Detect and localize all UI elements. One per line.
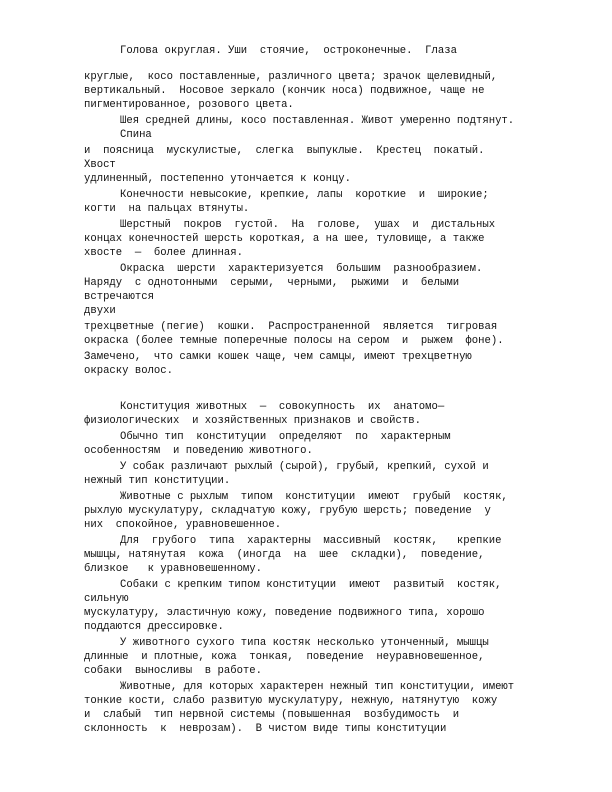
text-line: Хвост (84, 159, 116, 171)
text-line: них спокойное, уравновешенное. (84, 519, 282, 531)
text-line: Животные с рыхлым типом конституции имеют грубый костяк, (120, 491, 508, 503)
text-line: окраску волос. (84, 365, 174, 377)
text-line: удлиненный, постепенно утончается к концу. (84, 173, 352, 185)
text-line: тонкие кости, слабо развитую мускулатуру, нежную, натянутую кожу (84, 695, 498, 707)
text-line: Обычно тип конституции определяют по характерным (120, 431, 451, 443)
text-line: склонность к неврозам). В чистом виде типы конституции (84, 723, 447, 735)
text-line: хвосте — более длинная. (84, 247, 243, 259)
text-line: двухи (84, 305, 116, 317)
text-line: Шея средней длины, косо поставленная. Живот умеренно подтянут. (120, 115, 515, 127)
text-line: У животного сухого типа костяк несколько утонченный, мышцы (120, 637, 489, 649)
text-line: Окраска шерсти характеризуется большим разнообразием. (120, 263, 483, 275)
text-line: собаки выносливы в работе. (84, 665, 263, 677)
text-line: встречаются (84, 291, 154, 303)
text-line: трехцветные (пегие) кошки. Распространенной является тигровая (84, 321, 498, 333)
text-line: физиологических и хозяйственных признаков и свойств. (84, 415, 421, 427)
text-line: круглые, косо поставленные, различного цвета; зрачок щелевидный, (84, 71, 498, 83)
text-line: Конституция животных — совокупность их анатомо— (120, 401, 445, 413)
text-line: У собак различают рыхлый (сырой), грубый, крепкий, сухой и (120, 461, 489, 473)
text-line: поддаются дрессировке. (84, 621, 224, 633)
text-line: мышцы, натянутая кожа (иногда на шее складки), поведение, (84, 549, 485, 561)
text-line: и поясница мускулистые, слегка выпуклые. Крестец покатый. (84, 145, 485, 157)
text-line: и слабый тип нервной системы (повышенная возбудимость и (84, 709, 460, 721)
text-line: Спина (120, 129, 152, 141)
text-line: окраска (более темные поперечные полосы на сером и рыжем фоне). (84, 335, 504, 347)
text-line: вертикальный. Носовое зеркало (кончик носа) подвижное, чаще не (84, 85, 485, 97)
text-line: когти на пальцах втянуты. (84, 203, 250, 215)
text-line: длинные и плотные, кожа тонкая, поведение неуравновешенное, (84, 651, 485, 663)
text-line: Шерстный покров густой. На голове, ушах и дистальных (120, 219, 496, 231)
text-line: нежный тип конституции. (84, 475, 231, 487)
text-line: Замечено, что самки кошек чаще, чем самцы, имеют трехцветную (84, 351, 472, 363)
text-line: концах конечностей шерсть короткая, а на шее, туловище, а также (84, 233, 485, 245)
text-line: сильную (84, 593, 129, 605)
text-line: Наряду с однотонными серыми, черными, рыжими и белыми (84, 277, 460, 289)
text-line: Конечности невысокие, крепкие, лапы короткие и широкие; (120, 189, 489, 201)
text-line: особенностям и поведению животного. (84, 445, 313, 457)
text-line: Для грубого типа характерны массивный костяк, крепкие (120, 535, 502, 547)
text-line: близкое к уравновешенному. (84, 563, 263, 575)
text-line: Животные, для которых характерен нежный тип конституции, имеют (120, 681, 515, 693)
text-line: пигментированное, розового цвета. (84, 99, 294, 111)
text-line: Собаки с крепким типом конституции имеют развитый костяк, (120, 579, 502, 591)
text-line: Голова округлая. Уши стоячие, остроконечные. Глаза (120, 45, 457, 57)
text-line: рыхлую мускулатуру, складчатую кожу, грубую шерсть; поведение у (84, 505, 491, 517)
text-line: мускулатуру, эластичную кожу, поведение подвижного типа, хорошо (84, 607, 485, 619)
